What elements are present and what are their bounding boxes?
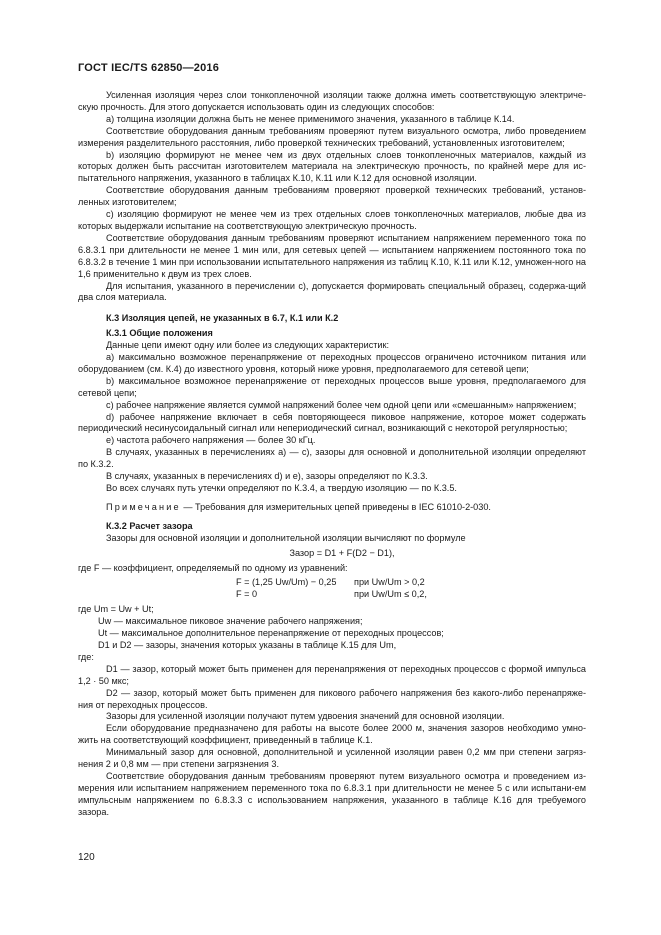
note: [78, 502, 586, 514]
f-equation-case-2: [78, 589, 586, 601]
paragraph: Зазоры для усиленной изоляции получают путем удвоения значений для основной изоляции.: [106, 711, 505, 722]
note-label: Примечание: [106, 501, 181, 512]
paragraph: Минимальный зазор для основной, дополнительной и усиленной изоляции равен 0,2 мм при степени загряз-нения 2 и 0,8 мм — при степени загрязнения 3.: [78, 747, 586, 770]
f-equation-case-1: [78, 577, 586, 589]
paragraph: Усиленная изоляция через слои тонкопленочной изоляции также должна иметь соответствующую электриче-скую прочность. Для этого допускается использовать один из следующих способов:: [78, 90, 586, 112]
f-case1-condition: при Uw/Um > 0,2: [354, 577, 425, 588]
list-item: e) частота рабочего напряжения — более 30 кГц.: [106, 435, 316, 446]
paragraph: Для испытания, указанного в перечислении с), допускается формировать специальный образец, содержа-щий два слоя материала.: [78, 280, 586, 303]
f-case1-formula: F = (1,25 Uw/Um) − 0,25: [236, 577, 337, 588]
paragraph: Данные цепи имеют одну или более из следующих характеристик:: [106, 340, 390, 351]
paragraph: Соответствие оборудования данным требованиям проверяют проверкой технических требований, установ-ленных изготовителем;: [78, 185, 586, 208]
f-equations: [78, 577, 586, 601]
f-case2-condition: при Uw/Um ≤ 0,2,: [354, 589, 427, 600]
paragraph: Соответствие оборудования данным требованиям проверяют испытанием напряжением переменного тока по 6.8.3.1 при длительности не менее 1 мин или, для сетевых цепей — испытанием напряжением постоянного тока по 6.8.3.2 в течение 1 мин при использовании испытательного напряжения из таблиц К.10, К.11 или К.12, умножен-ного на 1,6 применительно к двум из трех слоев.: [78, 232, 586, 279]
paragraph: b) изоляцию формируют не менее чем из двух отдельных слоев тонкопленочных материалов, каждый из которых должен быть рассчитан изготовителем материала на электрическую прочность, по крайней мере для ис-пытательного напряжения, указанного в таблицах К.10, К.11 или К.12 для основной изоляции.: [78, 149, 586, 184]
list-item: a) максимально возможное перенапряжение от переходных процессов ограничено источником питания или оборудованием (см. К.4) до известного уровня, который ниже уровня, предполагаемого для сетевой цепи;: [78, 352, 586, 374]
paragraph: В случаях, указанных в перечислениях d) и e), зазоры определяют по К.3.3.: [106, 471, 428, 482]
page-number: 120: [78, 852, 95, 863]
paragraph: В случаях, указанных в перечислениях а) — с), зазоры для основной и дополнительной изоляции определяют по К.3.2.: [78, 447, 586, 470]
paragraph: Во всех случаях путь утечки определяют по К.3.4, а твердую изоляцию — по К.3.5.: [106, 483, 457, 493]
formula-legend: [78, 604, 586, 664]
list-item: d) рабочее напряжение включает в себя повторяющееся пиковое напряжение, которое может содержать периодический несинусоидальный сигнал или непериодический сигнал, возникающий с некоторой регулярностью;: [78, 411, 586, 434]
paragraph: Если оборудование предназначено для работы на высоте более 2000 м, значения зазоров необходимо умно-жить на соответствующий коэффициент, приведенный в таблице К.1.: [78, 723, 586, 746]
formula-where: где F — коэффициент, определяемый по одному из уравнений:: [78, 562, 348, 573]
page-body: [78, 90, 586, 819]
paragraph: D1 — зазор, который может быть применен для перенапряжения от переходных процессов с формой импульса 1,2 · 50 мкс;: [78, 663, 586, 686]
legend-line: Ut — максимальное дополнительное перенапряжение от переходных процессов;: [98, 628, 444, 639]
f-case2-formula: F = 0: [236, 589, 258, 600]
document-header: ГОСТ IEC/TS 62850—2016: [78, 62, 220, 74]
legend-line: где Um = Uw + Ut;: [78, 604, 154, 615]
legend-line: где:: [78, 651, 94, 662]
paragraph: D2 — зазор, который может быть применен для пикового рабочего напряжения без какого-либо перенапряже-ния от переходных процессов.: [78, 687, 586, 710]
paragraph: Соответствие оборудования данным требованиям проверяют путем визуального осмотра, либо проведением измерения разделительного расстояния, либо проверкой технических требований, установленных изготовителем;: [78, 125, 586, 148]
paragraph: Зазоры для основной изоляции и дополнительной изоляции вычисляют по формуле: [106, 532, 466, 543]
section-heading-k31: К.3.1 Общие положения: [106, 328, 213, 339]
clearance-formula: Зазор = D1 + F(D2 − D1),: [289, 547, 395, 558]
paragraph: Соответствие оборудования данным требованиям проверяют путем визуального осмотра и проведением из-мерения или испытанием напряжением переменного тока по 6.8.3.1 при длительности не менее 5 с или испытани-ем импульсным напряжением по 6.8.3.3 с использованием напряжения, указанного в таблице К.16 для требуемого зазора.: [78, 770, 586, 817]
legend-line: Uw — максимальное пиковое значение рабочего напряжения;: [98, 616, 363, 627]
paragraph: c) изоляцию формируют не менее чем из трех отдельных слоев тонкопленочных материалов, любые два из которых выдержали испытание на соответствующую электрическую прочность.: [78, 209, 586, 231]
paragraph: a) толщина изоляции должна быть не менее применимого значения, указанного в таблице К.14.: [106, 113, 515, 124]
list-item: b) максимальное возможное перенапряжение от переходных процессов выше уровня, предполагаемого для сетевой цепи;: [78, 375, 586, 398]
list-item: c) рабочее напряжение является суммой напряжений более чем одной цепи или «смешанным» напряжением;: [106, 399, 577, 410]
note-text: — Требования для измерительных цепей приведены в IEC 61010-2-030.: [180, 501, 491, 512]
legend-line: D1 и D2 — зазоры, значения которых указаны в таблице К.15 для Um,: [98, 639, 397, 650]
section-heading-k32: К.3.2 Расчет зазора: [106, 520, 193, 531]
section-heading-k3: К.3 Изоляция цепей, не указанных в 6.7, К.1 или К.2: [106, 313, 339, 324]
